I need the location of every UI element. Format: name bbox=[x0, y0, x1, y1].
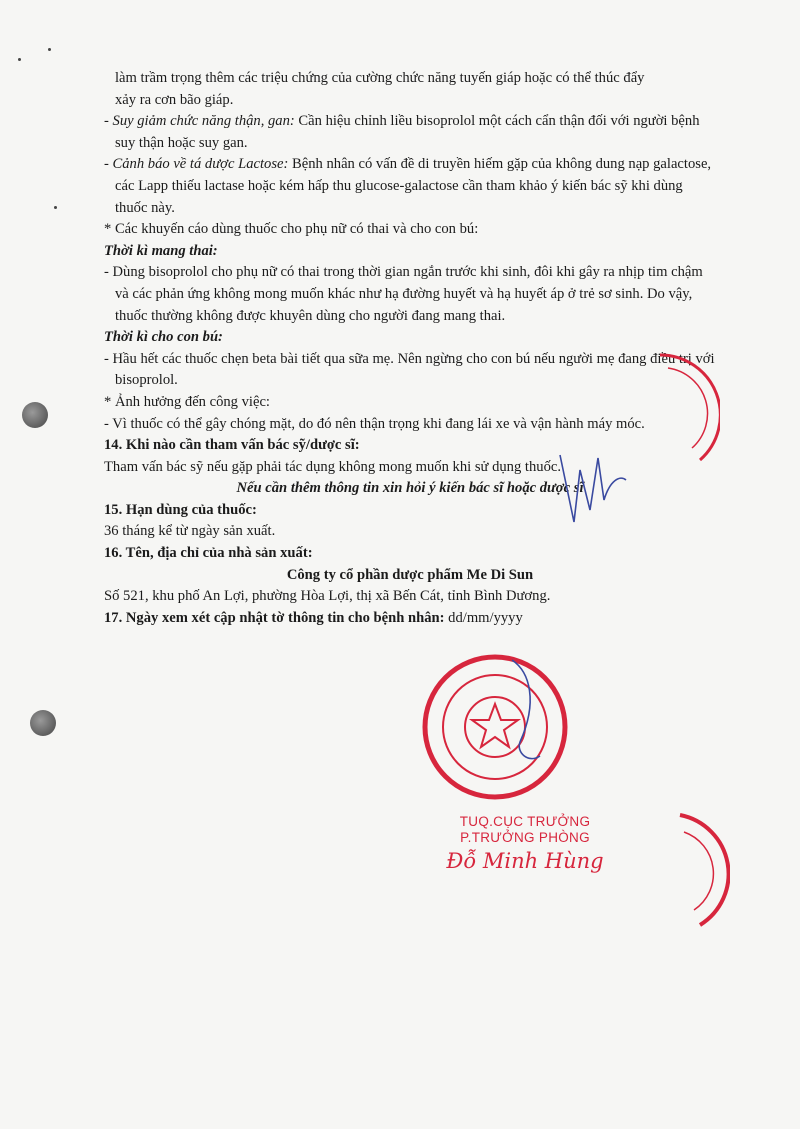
partial-stamp-icon bbox=[640, 350, 720, 470]
renal-text: Cần hiệu chỉnh liều bisoprolol một cách cẩn thận đối với người bệnh suy thận hoặc suy gan. bbox=[115, 113, 700, 151]
signoff-title-1: TUQ.CỤC TRƯỞNG bbox=[459, 814, 591, 829]
speck bbox=[18, 58, 21, 61]
text-line: xảy ra cơn bão giáp. bbox=[115, 91, 234, 108]
work-text: - Vì thuốc có thể gây chóng mặt, do đó nên thận trọng khi đang lái xe và vận hành máy móc. bbox=[104, 415, 645, 432]
signoff-block bbox=[430, 814, 620, 873]
lactation-text: - Hầu hết các thuốc chẹn beta bài tiết qua sữa mẹ. Nên ngừng cho con bú nếu người mẹ đang điều trị với bisoprolol. bbox=[104, 350, 715, 389]
section-16-heading: 16. Tên, địa chỉ của nhà sản xuất: bbox=[104, 545, 313, 562]
lactation-heading: Thời kì cho con bú: bbox=[104, 329, 223, 346]
partial-seal-icon bbox=[650, 810, 730, 930]
lactose-label: Cảnh báo về tá dược Lactose: bbox=[112, 156, 289, 173]
section-17 bbox=[104, 608, 716, 630]
manufacturer-name: Công ty cổ phần dược phẩm Me Di Sun bbox=[286, 566, 534, 583]
section-17-value: dd/mm/yyyy bbox=[444, 609, 523, 626]
document-body bbox=[104, 68, 716, 629]
work-intro: * Ảnh hưởng đến công việc: bbox=[104, 393, 270, 410]
renal-warning: - Suy giảm chức năng thận, gan: Cần hiệu chỉnh liều bisoprolol một cách cẩn thận đối với người bệnh suy thận hoặc suy gan. bbox=[104, 113, 700, 151]
section-17-heading: 17. Ngày xem xét cập nhật tờ thông tin cho bệnh nhân: bbox=[104, 609, 445, 626]
signer-name: Đỗ Minh Hùng bbox=[446, 849, 604, 873]
renal-label: Suy giảm chức năng thận, gan: bbox=[112, 113, 295, 130]
section-15-text: 36 tháng kể từ ngày sản xuất. bbox=[104, 523, 276, 540]
punch-hole-top bbox=[22, 402, 48, 428]
official-seal-icon bbox=[420, 652, 570, 802]
pregnancy-intro: * Các khuyến cáo dùng thuốc cho phụ nữ có thai và cho con bú: bbox=[104, 221, 479, 238]
speck bbox=[48, 48, 51, 51]
signature-scribble-icon bbox=[540, 450, 630, 530]
manufacturer-address: Số 521, khu phố An Lợi, phường Hòa Lợi, thị xã Bến Cát, tỉnh Bình Dương. bbox=[104, 588, 551, 605]
section-15-heading: 15. Hạn dùng của thuốc: bbox=[104, 501, 257, 518]
speck bbox=[54, 206, 57, 209]
lactose-text: Bệnh nhân có vấn đề di truyền hiếm gặp của không dung nạp galactose, các Lapp thiếu lactase hoặc kém hấp thu glucose-galactose cần tham khảo ý kiến bác sỹ khi dùng thuốc này. bbox=[115, 156, 712, 216]
section-14-note: Nếu cần thêm thông tin xin hỏi ý kiến bác sĩ hoặc dược sĩ bbox=[236, 480, 584, 497]
section-14-heading: 14. Khi nào cần tham vấn bác sỹ/dược sĩ: bbox=[104, 437, 360, 454]
signoff-title-2: P.TRƯỞNG PHÒNG bbox=[460, 830, 590, 845]
punch-hole-bottom bbox=[30, 710, 56, 736]
pregnancy-heading: Thời kì mang thai: bbox=[104, 242, 218, 259]
pregnancy-text: - Dùng bisoprolol cho phụ nữ có thai trong thời gian ngắn trước khi sinh, đôi khi gây ra nhịp tim chậm và các phản ứng không mong muốn khác như hạ đường huyết và hạ huyết áp ở trẻ sơ sinh. Do vậy, thuốc thường không được khuyên dùng cho người đang mang thai. bbox=[104, 264, 703, 324]
lactose-warning: - Cảnh báo về tá dược Lactose: Bệnh nhân có vấn đề di truyền hiếm gặp của không dung nạp galactose, các Lapp thiếu lactase hoặc kém hấp thu glucose-galactose cần tham khảo ý kiến bác sỹ khi dùng thuốc này. bbox=[104, 156, 712, 216]
text-line: làm trầm trọng thêm các triệu chứng của cường chức năng tuyến giáp hoặc có thể thúc đẩy bbox=[115, 70, 645, 86]
section-14-text: Tham vấn bác sỹ nếu gặp phải tác dụng không mong muốn khi sử dụng thuốc. bbox=[104, 458, 561, 475]
